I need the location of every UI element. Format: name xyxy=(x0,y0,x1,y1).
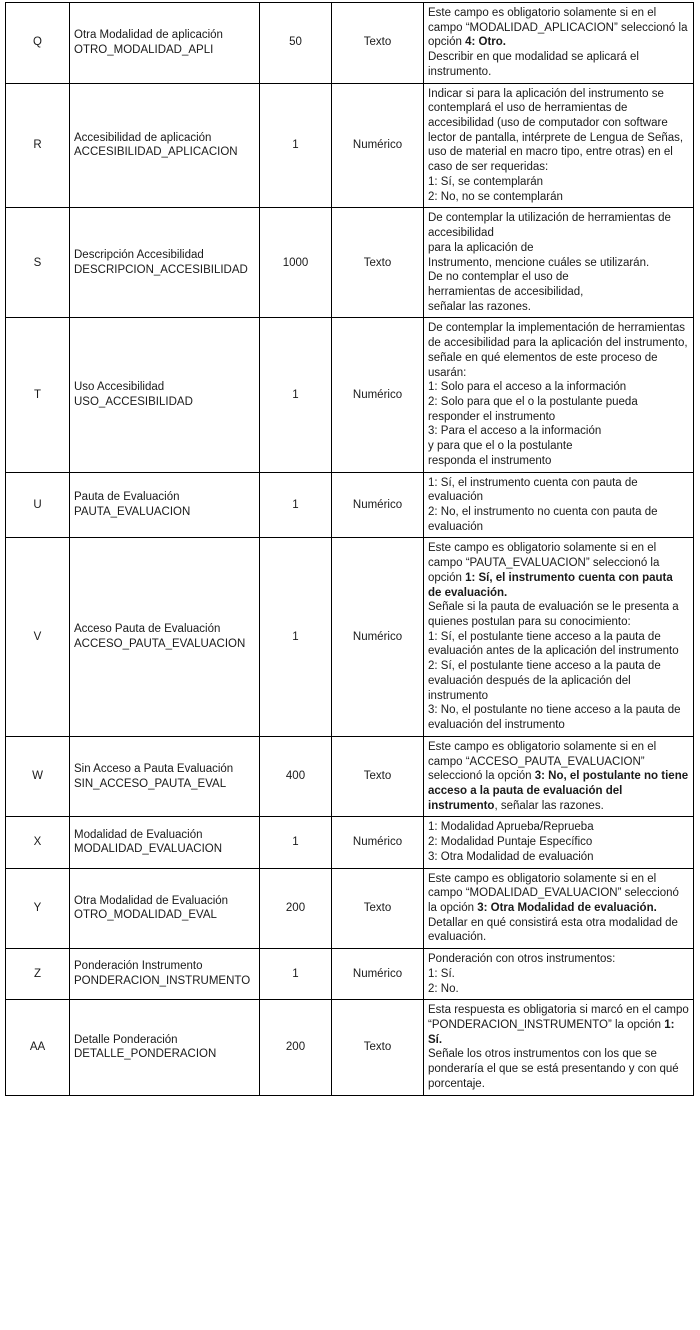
table-row xyxy=(6,472,694,538)
description-line: y para que el o la postulante xyxy=(428,440,573,453)
description-line: opción 4: Otro. xyxy=(428,36,506,49)
row-code: U xyxy=(6,472,70,538)
row-description xyxy=(424,83,694,208)
description-emphasis: 1: Sí, el instrumento cuenta con pauta de evaluación. xyxy=(428,571,676,599)
description-line: 1: Sí, el instrumento cuenta con pauta de evaluación xyxy=(428,476,641,504)
field-label: Acceso Pauta de Evaluación xyxy=(74,623,221,636)
row-field-name xyxy=(70,868,260,949)
row-code: V xyxy=(6,538,70,736)
row-code: T xyxy=(6,318,70,472)
row-length: 1000 xyxy=(260,208,332,318)
row-description xyxy=(424,538,694,736)
field-specification-table xyxy=(5,2,694,1096)
field-code-name: PAUTA_EVALUACION xyxy=(74,506,191,518)
table-row xyxy=(6,736,694,817)
row-field-name xyxy=(70,538,260,736)
row-field-name xyxy=(70,736,260,817)
row-field-name xyxy=(70,208,260,318)
row-code: Q xyxy=(6,3,70,84)
field-label: Detalle Ponderación xyxy=(74,1033,178,1046)
row-length: 1 xyxy=(260,472,332,538)
row-field-name xyxy=(70,1000,260,1095)
table-row xyxy=(6,817,694,868)
row-description xyxy=(424,208,694,318)
description-line: 2: No, no se contemplarán xyxy=(428,190,563,203)
row-length: 1 xyxy=(260,817,332,868)
field-code-name: OTRO_MODALIDAD_EVAL xyxy=(74,909,217,922)
description-line: 2: No. xyxy=(428,982,459,995)
description-line: campo “MODALIDAD_EVALUACION” seleccionó la opción 3: Otra Modalidad de evaluación. xyxy=(428,887,683,914)
table-row xyxy=(6,83,694,208)
row-field-name xyxy=(70,3,260,84)
table-row xyxy=(6,318,694,472)
row-type: Numérico xyxy=(332,472,424,538)
row-type: Texto xyxy=(332,3,424,84)
field-code-name: DESCRIPCION_ACCESIBILIDAD xyxy=(74,263,248,276)
field-label: Accesibilidad de aplicación xyxy=(74,131,212,144)
description-line: De no contemplar el uso de xyxy=(428,271,569,284)
description-line: campo “PAUTA_EVALUACION” seleccionó la xyxy=(428,557,660,570)
document-page xyxy=(0,2,700,1096)
row-description xyxy=(424,472,694,538)
field-code-name: USO_ACCESIBILIDAD xyxy=(74,395,193,408)
row-field-name xyxy=(70,949,260,1000)
description-line: Describir en que modalidad se aplicará el instrumento. xyxy=(428,51,643,78)
description-emphasis: 4: Otro. xyxy=(465,36,506,49)
table-row xyxy=(6,538,694,736)
row-type: Texto xyxy=(332,736,424,817)
description-line: Este campo es obligatorio solamente si en el xyxy=(428,872,657,885)
description-line: 1: Sí, el postulante tiene acceso a la pauta de evaluación antes de la aplicación del instrumento xyxy=(428,630,679,658)
description-line: responda el instrumento xyxy=(428,454,552,467)
description-line: para la aplicación de xyxy=(428,241,534,254)
description-emphasis: 1: Sí. xyxy=(428,1019,678,1046)
row-code: Y xyxy=(6,868,70,949)
description-line: 1: Sí, se contemplarán xyxy=(428,175,544,188)
field-code-name: ACCESO_PAUTA_EVALUACION xyxy=(74,638,246,651)
row-type: Numérico xyxy=(332,318,424,472)
description-line: Esta respuesta es obligatoria si marcó en el campo xyxy=(428,1004,689,1017)
description-line: 1: Modalidad Aprueba/Reprueba xyxy=(428,821,594,834)
field-label: Sin Acceso a Pauta Evaluación xyxy=(74,762,234,775)
row-type: Numérico xyxy=(332,949,424,1000)
description-line: Este campo es obligatorio solamente si en el xyxy=(428,7,657,19)
description-line: campo “ACCESO_PAUTA_EVALUACION” seleccionó la opción 3: No, el postulante no tiene acceso a la pauta de evaluación del instrumento, señalar las razones. xyxy=(428,755,692,812)
description-line: Este campo es obligatorio solamente si en el xyxy=(428,740,657,753)
table-row xyxy=(6,1000,694,1095)
table-row xyxy=(6,208,694,318)
row-type: Texto xyxy=(332,208,424,318)
description-line: evaluación xyxy=(428,520,483,533)
row-code: S xyxy=(6,208,70,318)
row-description xyxy=(424,949,694,1000)
row-length: 1 xyxy=(260,318,332,472)
description-line: “PONDERACION_INSTRUMENTO” la opción 1: Sí. xyxy=(428,1019,678,1046)
description-line: campo “MODALIDAD_APLICACION” seleccionó la xyxy=(428,21,688,34)
description-line: 2: Sí, el postulante tiene acceso a la pauta de evaluación después de la aplicación del instrumento xyxy=(428,660,664,702)
field-label: Pauta de Evaluación xyxy=(74,491,180,504)
row-code: W xyxy=(6,736,70,817)
row-length: 200 xyxy=(260,1000,332,1095)
field-label: Ponderación Instrumento xyxy=(74,960,203,973)
description-line: señalar las razones. xyxy=(428,300,531,313)
table-row xyxy=(6,3,694,84)
row-code: Z xyxy=(6,949,70,1000)
field-code-name: ACCESIBILIDAD_APLICACION xyxy=(74,146,238,159)
row-description xyxy=(424,318,694,472)
description-line: 1: Solo para el acceso a la información xyxy=(428,381,627,394)
description-line: Instrumento, mencione cuáles se utilizarán. xyxy=(428,256,650,269)
field-label: Descripción Accesibilidad xyxy=(74,249,204,262)
field-label: Otra Modalidad de aplicación xyxy=(74,29,223,42)
field-code-name: SIN_ACCESO_PAUTA_EVAL xyxy=(74,777,227,790)
description-emphasis: 3: No, el postulante no tiene acceso a la pauta de evaluación del instrumento xyxy=(428,770,692,812)
row-length: 1 xyxy=(260,949,332,1000)
row-field-name xyxy=(70,817,260,868)
description-line: 3: No, el postulante no tiene acceso a la pauta de evaluación del instrumento xyxy=(428,704,684,732)
row-type: Texto xyxy=(332,868,424,949)
field-label: Modalidad de Evaluación xyxy=(74,828,203,841)
description-line: herramientas de accesibilidad, xyxy=(428,285,584,298)
row-length: 1 xyxy=(260,83,332,208)
table-row xyxy=(6,868,694,949)
description-line: De contemplar la implementación de herramientas de accesibilidad para la aplicación del instrumento, señale en qué elementos de este proceso de usarán: xyxy=(428,322,691,379)
description-line: Señale los otros instrumentos con los que se ponderaría el que se está presentando y con qué porcentaje. xyxy=(428,1048,682,1090)
description-emphasis: 3: Otra Modalidad de evaluación. xyxy=(477,901,657,914)
row-description xyxy=(424,817,694,868)
description-line: Este campo es obligatorio solamente si en el xyxy=(428,542,657,555)
row-description xyxy=(424,736,694,817)
row-type: Texto xyxy=(332,1000,424,1095)
row-length: 50 xyxy=(260,3,332,84)
row-length: 200 xyxy=(260,868,332,949)
description-line: Señale si la pauta de evaluación se le presenta a quienes postulan para su conocimiento: xyxy=(428,601,682,629)
row-description xyxy=(424,3,694,84)
field-code-name: OTRO_MODALIDAD_APLI xyxy=(74,43,214,56)
description-line: 3: Otra Modalidad de evaluación xyxy=(428,850,594,863)
field-label: Otra Modalidad de Evaluación xyxy=(74,894,229,907)
description-line: De contemplar la utilización de herramientas de accesibilidad xyxy=(428,212,675,240)
description-line: Indicar si para la aplicación del instrumento se contemplará el uso de herramientas de accesibilidad (uso de computador con software lector de pantalla, intérprete de Lengua de Señas, uso de material en macro tipo, entre otras) en el caso de ser requeridas: xyxy=(428,87,687,174)
description-line: opción 1: Sí, el instrumento cuenta con pauta de evaluación. xyxy=(428,571,676,599)
description-line: Ponderación con otros instrumentos: xyxy=(428,953,616,966)
field-code-name: MODALIDAD_EVALUACION xyxy=(74,843,223,856)
description-line: 2: Solo para que el o la postulante pueda responder el instrumento xyxy=(428,395,641,423)
row-type: Numérico xyxy=(332,538,424,736)
description-line: 2: No, el instrumento no cuenta con pauta de xyxy=(428,506,658,518)
row-type: Numérico xyxy=(332,83,424,208)
field-code-name: DETALLE_PONDERACION xyxy=(74,1048,217,1061)
row-field-name xyxy=(70,318,260,472)
row-code: X xyxy=(6,817,70,868)
description-line: Detallar en qué consistirá esta otra modalidad de evaluación. xyxy=(428,916,682,944)
row-description xyxy=(424,1000,694,1095)
description-line: 1: Sí. xyxy=(428,967,455,980)
field-code-name: PONDERACION_INSTRUMENTO xyxy=(74,975,251,988)
field-label: Uso Accesibilidad xyxy=(74,381,165,394)
table-row xyxy=(6,949,694,1000)
row-description xyxy=(424,868,694,949)
row-type: Numérico xyxy=(332,817,424,868)
row-code: AA xyxy=(6,1000,70,1095)
table-body xyxy=(6,3,694,1096)
row-length: 1 xyxy=(260,538,332,736)
row-field-name xyxy=(70,83,260,208)
row-field-name xyxy=(70,472,260,538)
row-code: R xyxy=(6,83,70,208)
description-line: 3: Para el acceso a la información xyxy=(428,425,602,438)
row-length: 400 xyxy=(260,736,332,817)
description-line: 2: Modalidad Puntaje Específico xyxy=(428,836,593,849)
